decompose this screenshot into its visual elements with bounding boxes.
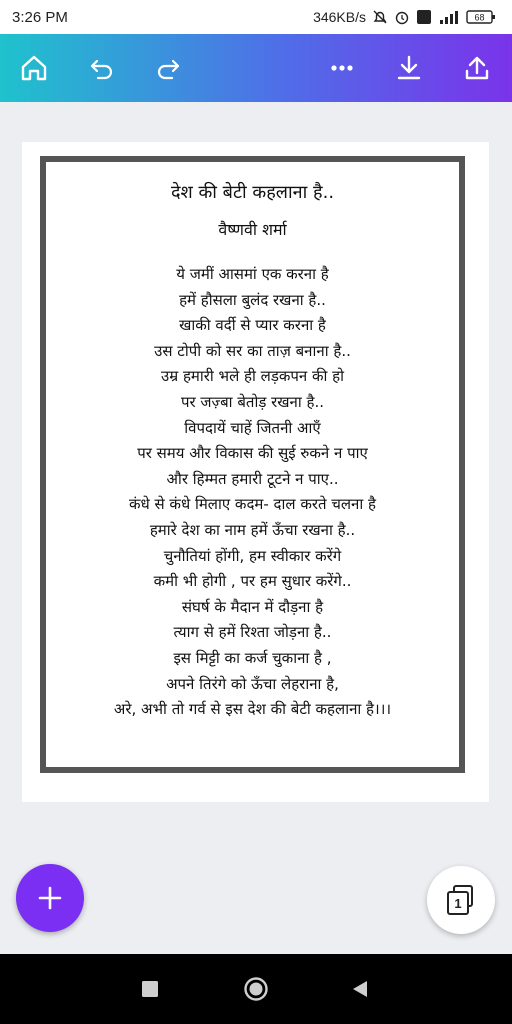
- back-triangle-icon: [350, 979, 370, 999]
- home-circle-icon: [243, 976, 269, 1002]
- poem-line: ये जमीं आसमां एक करना है: [176, 265, 329, 283]
- alarm-icon: [394, 9, 410, 25]
- poem-line: अपने तिरंगे को ऊँचा लेहराना है,: [166, 674, 339, 693]
- poem-line: त्याग से हमें रिश्ता जोड़ना है..: [173, 623, 332, 642]
- editor-toolbar: [0, 34, 512, 102]
- recents-square-icon: [141, 980, 159, 998]
- poem-line: हमारे देश का नाम हमें ऊँचा रखना है..: [149, 520, 356, 539]
- home-button[interactable]: [14, 48, 54, 88]
- page-count: 1: [447, 891, 469, 915]
- poem-line: पर जज़्बा बेतोड़ रखना है..: [180, 392, 325, 411]
- share-icon: [462, 53, 492, 83]
- mute-icon: [372, 9, 388, 25]
- system-nav-bar: [0, 954, 512, 1024]
- poem-line: हमें हौसला बुलंद रखना है..: [179, 290, 326, 309]
- battery-level: 68: [474, 12, 485, 23]
- status-time: 3:26 PM: [12, 8, 68, 26]
- poem-line: चुनौतियां होंगी, हम स्वीकार करेंगे: [163, 546, 342, 565]
- share-button[interactable]: [457, 48, 497, 88]
- plus-icon: [37, 885, 63, 911]
- undo-icon: [87, 53, 117, 83]
- poem-title[interactable]: देश की बेटी कहलाना है..: [170, 182, 335, 203]
- poem-line: इस मिट्टी का कर्ज चुकाना है ,: [173, 648, 332, 667]
- more-icon: [327, 53, 357, 83]
- poem-line: विपदायें चाहें जितनी आएँ: [184, 418, 321, 437]
- poem-line: कंधे से कंधे मिलाए कदम- दाल करते चलना है: [129, 495, 376, 514]
- redo-button[interactable]: [148, 48, 188, 88]
- poem-line: पर समय और विकास की सुई रुकने न पाए: [137, 444, 368, 463]
- undo-button[interactable]: [82, 48, 122, 88]
- poem-line: खाकी वर्दी से प्यार करना है: [179, 316, 326, 335]
- design-page[interactable]: [22, 142, 489, 802]
- recents-button[interactable]: [135, 974, 165, 1004]
- system-home-button[interactable]: [241, 974, 271, 1004]
- download-button[interactable]: [389, 48, 429, 88]
- back-button[interactable]: [345, 974, 375, 1004]
- network-speed: 346KB/s: [313, 9, 366, 25]
- poem-line: संघर्ष के मैदान में दौड़ना है: [181, 597, 324, 616]
- poem-line: उम्र हमारी भले ही लड़कपन की हो: [160, 367, 345, 386]
- poem-body[interactable]: [50, 262, 455, 723]
- page-border-frame[interactable]: [40, 156, 465, 773]
- home-icon: [19, 53, 49, 83]
- poem-line: उस टोपी को सर का ताज़ बनाना है..: [154, 341, 351, 360]
- pages-icon: [447, 885, 475, 915]
- download-icon: [394, 53, 424, 83]
- add-element-button[interactable]: [16, 864, 84, 932]
- poem-line: कमी भी होगी , पर हम सुधार करेंगे..: [153, 572, 352, 591]
- redo-icon: [153, 53, 183, 83]
- poem-author[interactable]: वैष्णवी शर्मा: [218, 220, 287, 239]
- status-bar: [0, 0, 512, 34]
- battery-icon: [466, 9, 496, 25]
- status-icons: [313, 9, 496, 25]
- poem-line: और हिम्मत हमारी टूटने न पाए..: [166, 469, 339, 488]
- design-canvas[interactable]: [0, 102, 512, 954]
- signal-icon: [438, 10, 460, 24]
- volte-icon: [416, 9, 432, 25]
- poem-line: अरे, अभी तो गर्व से इस देश की बेटी कहलाना है।।।: [113, 700, 392, 719]
- pages-button[interactable]: [427, 866, 495, 934]
- more-options-button[interactable]: [322, 48, 362, 88]
